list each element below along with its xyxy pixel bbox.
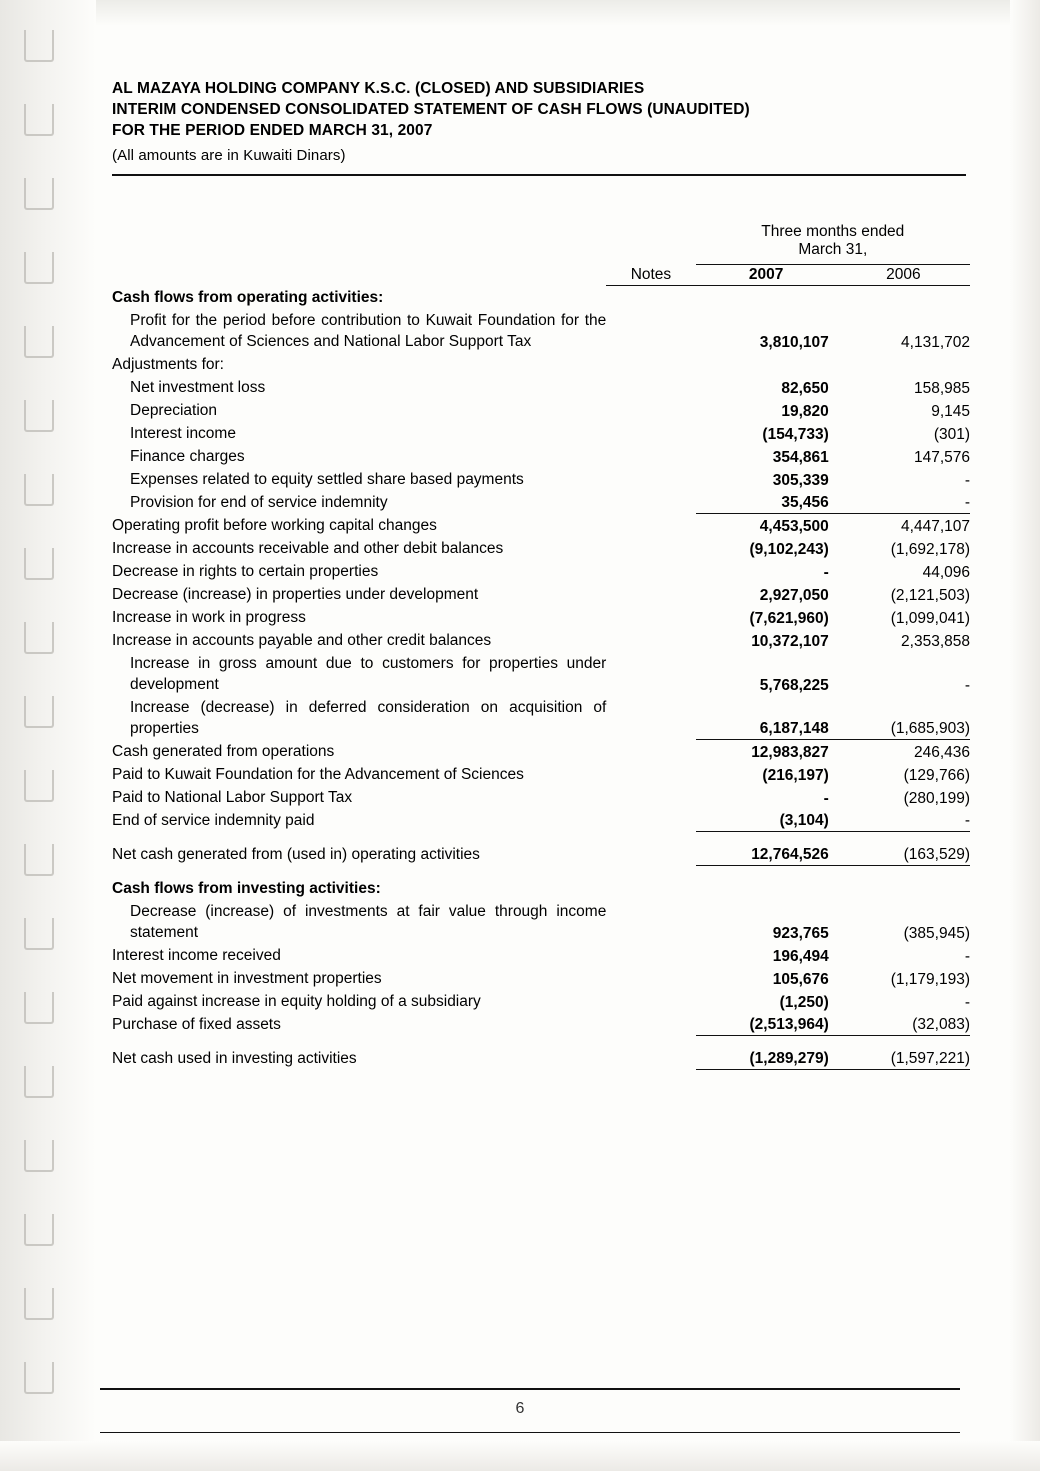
binder-hole	[24, 696, 54, 728]
row-value-2007: 105,676	[772, 970, 829, 988]
row-value-2007: 196,494	[772, 947, 829, 965]
row-value-2006: 9,145	[931, 402, 970, 420]
row-value-2007: 19,820	[781, 402, 829, 420]
table-row	[112, 900, 970, 944]
row-label: End of service indemnity paid	[112, 811, 315, 829]
table-row	[112, 399, 970, 422]
table-row	[112, 944, 970, 967]
binder-hole	[24, 1066, 54, 1098]
row-note	[606, 468, 695, 491]
company-name: AL MAZAYA HOLDING COMPANY K.S.C. (CLOSED) AND SUBSIDIARIES	[112, 80, 645, 97]
row-label: Increase (decrease) in deferred consideration on acquisition of properties	[130, 698, 607, 737]
binder-hole	[24, 1140, 54, 1172]
binder-hole	[24, 104, 54, 136]
table-row	[112, 629, 970, 652]
row-value-2006: -	[837, 491, 970, 514]
table-row	[112, 353, 970, 376]
row-value-2007	[696, 353, 837, 376]
binder-hole	[24, 992, 54, 1024]
row-value-2006: 147,576	[913, 448, 970, 466]
row-value-2007: 12,764,526	[696, 832, 837, 866]
row-value-2007: 82,650	[781, 379, 829, 397]
row-value-2007: (9,102,243)	[749, 540, 829, 558]
cash-flow-table	[112, 222, 970, 1070]
row-label: Paid to National Labor Support Tax	[112, 788, 353, 806]
row-value-2007: 12,983,827	[751, 743, 829, 761]
row-value-2006: (2,121,503)	[890, 586, 970, 604]
row-note	[606, 286, 695, 309]
binder-hole	[24, 474, 54, 506]
row-value-2006: (163,529)	[837, 832, 970, 866]
row-value-2007: (216,197)	[762, 766, 829, 784]
row-value-2006: (1,685,903)	[837, 696, 970, 740]
table-row	[112, 786, 970, 809]
row-value-2006: 158,985	[913, 379, 970, 397]
row-note	[606, 967, 695, 990]
row-value-2007: 10,372,107	[751, 632, 829, 650]
scan-edge-right	[1010, 0, 1040, 1471]
row-value-2006: -	[964, 471, 970, 489]
row-value-2006: (1,099,041)	[890, 609, 970, 627]
row-note	[606, 422, 695, 445]
row-value-2006: (32,083)	[837, 1013, 970, 1036]
row-note	[606, 900, 695, 944]
year-current-header: 2007	[696, 265, 837, 286]
row-label: Increase in gross amount due to customers for properties under development	[130, 654, 607, 693]
row-value-2007: (7,621,960)	[749, 609, 829, 627]
header-divider	[112, 174, 966, 176]
group-header-line1: Three months ended	[761, 223, 905, 240]
row-note	[606, 491, 695, 514]
table-row	[112, 583, 970, 606]
row-label: Purchase of fixed assets	[112, 1015, 281, 1033]
row-label: Cash flows from operating activities:	[112, 288, 384, 306]
row-value-2006: 4,131,702	[901, 333, 970, 351]
group-header-line2: March 31,	[798, 241, 868, 258]
table-row	[112, 1036, 970, 1070]
table-column-header-row	[112, 265, 970, 286]
row-value-2006	[837, 353, 970, 376]
row-value-2006: (280,199)	[903, 789, 970, 807]
binder-hole	[24, 770, 54, 802]
binder-hole	[24, 918, 54, 950]
row-value-2007: -	[823, 563, 829, 581]
row-value-2006: 2,353,858	[901, 632, 970, 650]
row-note	[606, 740, 695, 763]
row-value-2006: (1,692,178)	[890, 540, 970, 558]
row-value-2007: 35,456	[696, 491, 837, 514]
row-value-2007	[696, 866, 837, 900]
row-label: Finance charges	[130, 447, 245, 465]
row-note	[606, 514, 695, 537]
document-content	[112, 78, 972, 1070]
footer-divider-bottom	[100, 1432, 960, 1433]
row-note	[606, 990, 695, 1013]
binder-hole	[24, 178, 54, 210]
row-label: Paid to Kuwait Foundation for the Advancement of Sciences	[112, 765, 524, 783]
row-label: Profit for the period before contribution to Kuwait Foundation for the Advancement of Sciences and National Labor Support Tax	[130, 311, 607, 350]
table-row	[112, 763, 970, 786]
statement-period: FOR THE PERIOD ENDED MARCH 31, 2007	[112, 122, 433, 139]
table-row	[112, 422, 970, 445]
page-number: 6	[515, 1400, 525, 1417]
row-value-2006: (301)	[933, 425, 970, 443]
notes-column-header: Notes	[606, 265, 695, 286]
row-value-2007: (1,289,279)	[696, 1036, 837, 1070]
row-note	[606, 376, 695, 399]
row-value-2006: -	[964, 676, 970, 694]
table-row	[112, 990, 970, 1013]
row-note	[606, 809, 695, 832]
row-label: Net cash used in investing activities	[112, 1049, 357, 1067]
row-value-2007: 305,339	[772, 471, 829, 489]
row-label: Decrease (increase) of investments at fair value through income statement	[130, 902, 607, 941]
row-value-2007: 923,765	[772, 924, 829, 942]
row-label: Net cash generated from (used in) operating activities	[112, 845, 480, 863]
row-value-2006: (129,766)	[903, 766, 970, 784]
row-note	[606, 537, 695, 560]
row-value-2007: 2,927,050	[759, 586, 829, 604]
table-row	[112, 445, 970, 468]
table-row	[112, 376, 970, 399]
row-label: Decrease (increase) in properties under development	[112, 585, 479, 603]
row-value-2007: 6,187,148	[696, 696, 837, 740]
row-value-2006: 246,436	[913, 743, 970, 761]
footer-divider-top	[100, 1388, 960, 1390]
row-note	[606, 944, 695, 967]
table-row	[112, 696, 970, 740]
table-row	[112, 514, 970, 537]
table-row	[112, 491, 970, 514]
row-value-2007: (1,250)	[779, 993, 829, 1011]
table-row	[112, 537, 970, 560]
row-note	[606, 629, 695, 652]
row-value-2006: 4,447,107	[901, 517, 970, 535]
row-label: Paid against increase in equity holding of a subsidiary	[112, 992, 481, 1010]
table-row	[112, 286, 970, 309]
binder-hole	[24, 1288, 54, 1320]
binder-hole	[24, 548, 54, 580]
row-note	[606, 353, 695, 376]
row-value-2007: 5,768,225	[759, 676, 829, 694]
table-row	[112, 809, 970, 832]
scan-edge-top	[0, 0, 1040, 26]
row-label: Increase in accounts payable and other credit balances	[112, 631, 492, 649]
table-row	[112, 967, 970, 990]
row-label: Increase in accounts receivable and other debit balances	[112, 539, 504, 557]
row-note	[606, 445, 695, 468]
currency-note: (All amounts are in Kuwaiti Dinars)	[112, 147, 346, 164]
row-note	[606, 763, 695, 786]
row-value-2006: 44,096	[922, 563, 970, 581]
row-value-2007: (3,104)	[696, 809, 837, 832]
scan-edge-bottom	[0, 1441, 1040, 1471]
row-note	[606, 1013, 695, 1036]
binder-hole	[24, 622, 54, 654]
row-note	[606, 786, 695, 809]
binder-hole	[24, 326, 54, 358]
row-value-2007: 3,810,107	[759, 333, 829, 351]
table-row	[112, 740, 970, 763]
row-value-2007: -	[823, 789, 829, 807]
row-label: Interest income received	[112, 946, 281, 964]
row-note	[606, 606, 695, 629]
table-row	[112, 560, 970, 583]
statement-title: INTERIM CONDENSED CONSOLIDATED STATEMENT OF CASH FLOWS (UNAUDITED)	[112, 101, 750, 118]
table-row	[112, 468, 970, 491]
table-row	[112, 652, 970, 696]
row-label: Interest income	[130, 424, 236, 442]
table-row	[112, 1013, 970, 1036]
row-note	[606, 560, 695, 583]
binder-hole	[24, 844, 54, 876]
row-value-2007: 354,861	[772, 448, 829, 466]
row-label: Net investment loss	[130, 378, 266, 396]
row-value-2006: (385,945)	[903, 924, 970, 942]
row-label: Decrease in rights to certain properties	[112, 562, 379, 580]
row-label: Cash generated from operations	[112, 742, 335, 760]
row-label: Cash flows from investing activities:	[112, 879, 381, 897]
row-note	[606, 866, 695, 900]
binder-hole	[24, 30, 54, 62]
document-header	[112, 78, 972, 166]
row-label: Adjustments for:	[112, 355, 224, 373]
row-note	[606, 309, 695, 353]
cash-flow-rows	[112, 286, 970, 1070]
row-note	[606, 1036, 695, 1070]
binder-hole	[24, 252, 54, 284]
row-value-2007	[696, 286, 837, 309]
row-label: Provision for end of service indemnity	[130, 493, 388, 511]
row-label: Depreciation	[130, 401, 218, 419]
row-value-2006	[837, 286, 970, 309]
table-row	[112, 606, 970, 629]
table-row	[112, 866, 970, 900]
row-value-2007: 4,453,500	[759, 517, 829, 535]
row-label: Operating profit before working capital changes	[112, 516, 437, 534]
row-value-2007: (154,733)	[762, 425, 829, 443]
table-row	[112, 832, 970, 866]
row-label: Expenses related to equity settled share based payments	[130, 470, 524, 488]
table-row	[112, 309, 970, 353]
binder-hole	[24, 1362, 54, 1394]
binder-hole	[24, 1214, 54, 1246]
row-value-2006: (1,179,193)	[890, 970, 970, 988]
row-label: Net movement in investment properties	[112, 969, 382, 987]
row-note	[606, 652, 695, 696]
row-value-2007: (2,513,964)	[696, 1013, 837, 1036]
row-note	[606, 399, 695, 422]
row-value-2006	[837, 866, 970, 900]
row-note	[606, 583, 695, 606]
binder-hole	[24, 400, 54, 432]
row-note	[606, 832, 695, 866]
row-value-2006: -	[964, 993, 970, 1011]
row-label: Increase in work in progress	[112, 608, 306, 626]
row-note	[606, 696, 695, 740]
row-value-2006: (1,597,221)	[837, 1036, 970, 1070]
table-group-header-row	[112, 222, 970, 260]
year-previous-header: 2006	[837, 265, 970, 286]
row-value-2006: -	[964, 947, 970, 965]
binder-holes	[24, 30, 58, 1430]
row-value-2006: -	[837, 809, 970, 832]
